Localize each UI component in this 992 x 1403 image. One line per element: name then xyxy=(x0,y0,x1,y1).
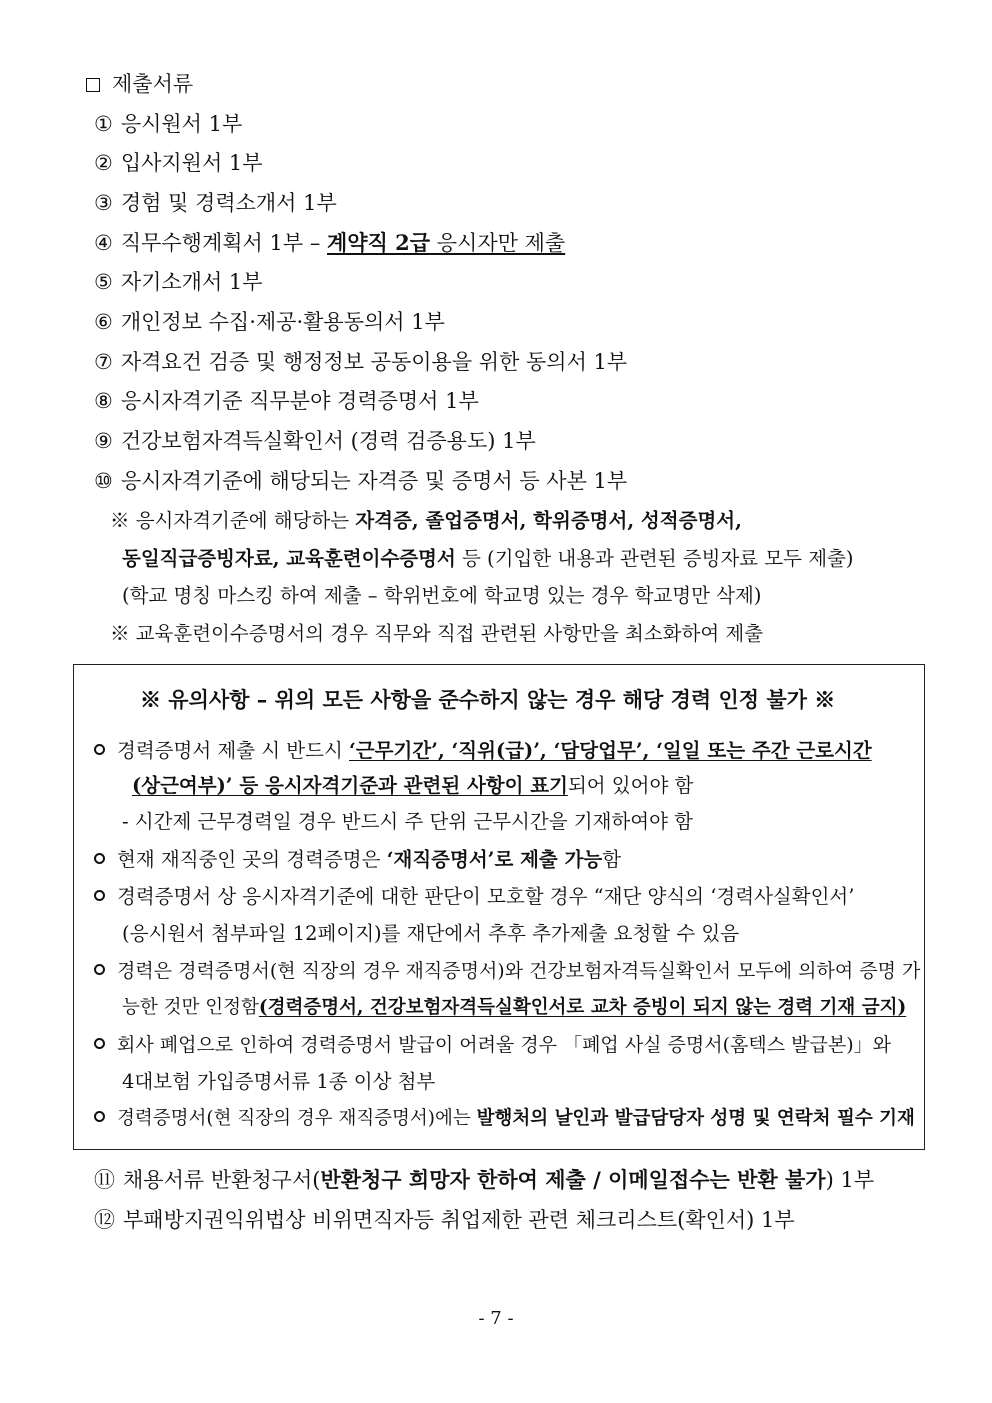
emphasis-text: 계약직 2급 xyxy=(327,230,431,255)
circle-bullet-icon xyxy=(94,964,105,975)
page-number: - 7 - xyxy=(478,1308,514,1329)
list-item: ⑨ 건강보험자격득실확인서 (경력 검증용도) 1부 xyxy=(94,429,536,453)
circle-bullet-icon xyxy=(94,890,105,901)
checkbox-square-icon xyxy=(86,78,100,92)
list-item: ③ 경험 및 경력소개서 1부 xyxy=(94,191,337,215)
list-item: ⑫ 부패방지권익위법상 비위면직자등 취업제한 관련 체크리스트(확인서) 1부 xyxy=(94,1208,795,1232)
section-heading: 제출서류 xyxy=(86,70,193,98)
note-line: ※ 응시자격기준에 해당하는 자격증, 졸업증명서, 학위증명서, 성적증명서, xyxy=(110,509,742,532)
caution-item: (응시원서 첨부파일 12페이지)를 재단에서 추후 추가제출 요청할 수 있음 xyxy=(122,922,740,945)
list-item: ④ 직무수행계획서 1부 – 계약직 2급 응시자만 제출 xyxy=(94,230,566,255)
circle-bullet-icon xyxy=(94,853,105,864)
circle-bullet-icon xyxy=(94,1038,105,1049)
circle-bullet-icon xyxy=(94,1111,105,1122)
list-item: ⑪ 채용서류 반환청구서(반환청구 희망자 한하여 제출 / 이메일접수는 반환 불가) 1부 xyxy=(94,1167,875,1192)
caution-item: 경력은 경력증명서(현 직장의 경우 재직증명서)와 건강보험자격득실확인서 모두에 의하여 증명 가 xyxy=(94,957,920,985)
caution-item: (상근여부)’ 등 응시자격기준과 관련된 사항이 표기되어 있어야 함 xyxy=(132,774,694,797)
list-item: ⑧ 응시자격기준 직무분야 경력증명서 1부 xyxy=(94,389,479,413)
caution-subitem: - 시간제 근무경력일 경우 반드시 주 단위 근무시간을 기재하여야 함 xyxy=(122,810,693,833)
list-item: ⑩ 응시자격기준에 해당되는 자격증 및 증명서 등 사본 1부 xyxy=(94,469,628,493)
note-line: 동일직급증빙자료, 교육훈련이수증명서 등 (기입한 내용과 관련된 증빙자료 모두 제출) xyxy=(122,547,854,570)
list-item: ⑤ 자기소개서 1부 xyxy=(94,270,263,294)
caution-item: 경력증명서(현 직장의 경우 재직증명서)에는 발행처의 날인과 발급담당자 성명 및 연락처 필수 기재 xyxy=(94,1105,915,1133)
circle-bullet-icon xyxy=(94,744,105,755)
list-item: ⑥ 개인정보 수집·제공·활용동의서 1부 xyxy=(94,310,445,334)
caution-item: 4대보험 가입증명서류 1종 이상 첨부 xyxy=(122,1070,436,1093)
list-item: ① 응시원서 1부 xyxy=(94,112,243,136)
caution-item: 회사 폐업으로 인하여 경력증명서 발급이 어려울 경우 「폐업 사실 증명서(홈텍스 발급본)」와 xyxy=(94,1031,891,1059)
caution-item: 능한 것만 인정함(경력증명서, 건강보험자격득실확인서로 교차 증빙이 되지 않는 경력 기재 금지) xyxy=(122,997,907,1018)
note-line: ※ 교육훈련이수증명서의 경우 직무와 직접 관련된 사항만을 최소화하여 제출 xyxy=(110,622,764,645)
caution-item: 경력증명서 제출 시 반드시 ‘근무기간’, ‘직위(급)’, ‘담당업무’, ‘일일 또는 주간 근로시간 xyxy=(94,737,872,765)
caution-title: ※ 유의사항 – 위의 모든 사항을 준수하지 않는 경우 해당 경력 인정 불가 ※ xyxy=(140,687,836,712)
caution-item: 현재 재직중인 곳의 경력증명은 ‘재직증명서’로 제출 가능함 xyxy=(94,846,621,874)
list-item: ⑦ 자격요건 검증 및 행정정보 공동이용을 위한 동의서 1부 xyxy=(94,350,628,374)
note-line: (학교 명칭 마스킹 하여 제출 – 학위번호에 학교명 있는 경우 학교명만 삭제) xyxy=(122,584,762,607)
list-item: ② 입사지원서 1부 xyxy=(94,151,263,175)
caution-item: 경력증명서 상 응시자격기준에 대한 판단이 모호할 경우 “재단 양식의 ‘경력사실확인서’ xyxy=(94,883,854,911)
